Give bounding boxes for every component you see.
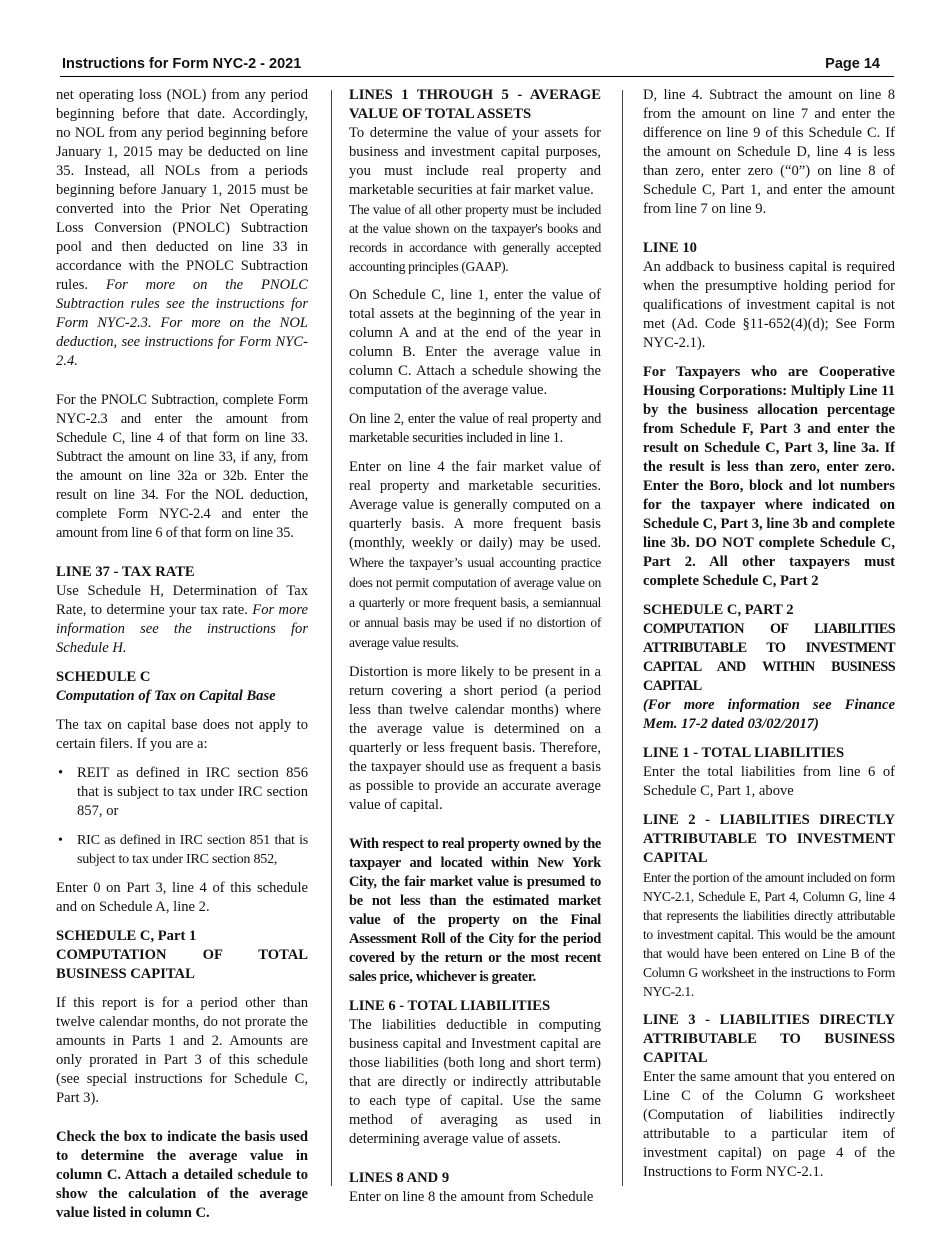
paragraph: On Schedule C, line 1, enter the value of total assets at the beginning of the year in column A and at the end of the year in column B. Enter the average value in column C. Attach a schedule showing the computation of the average value. — [349, 287, 601, 398]
instruction-note: With respect to real property owned by the taxpayer and located within New York City, the fair market value is presumed to be not less than the estimated market value of the property on the Final Assessment Roll of the City for the period covered by the return or the most recent sales price, whichever is greater. — [349, 836, 601, 985]
column-divider — [331, 90, 332, 1186]
section-heading: COMPUTATION OF LIABILITIES ATTRIBUTABLE TO INVESTMENT CAPITAL AND WITHIN BUSINESS CAPITAL — [643, 621, 895, 694]
column-divider — [622, 90, 623, 1186]
paragraph: Enter the same amount that you entered on Line C of the Column G worksheet (Computation of liabilities indirectly attributable to a particular item of investment capital) on page 4 of the Instructions to Form NYC-2.1. — [643, 1069, 895, 1180]
section-heading: LINE 37 - TAX RATE — [56, 564, 195, 580]
paragraph: Enter on line 8 the amount from Schedule — [349, 1189, 594, 1205]
section-heading: LINE 2 - LIABILITIES DIRECTLY ATTRIBUTABLE TO INVESTMENT CAPITAL — [643, 812, 895, 866]
column-left — [56, 86, 308, 1233]
paragraph: net operating loss (NOL) from any period beginning before that date. Accordingly, no NOL from any period beginning before January 1, 2015 may be deducted on line 35. Instead, all NOLs from a periods beginning before January 1, 2015 must be converted into the Prior Net Operating Loss Conversion (PNOLC) Subtraction pool and then deducted on line 33 in accordance with the PNOLC Subtraction rules. For more on the PNOLC Subtraction rules see the instructions for Form NYC-2.3. For more on the NOL deduction, see instructions for Form NYC-2.4. — [56, 87, 308, 369]
column-middle — [349, 86, 601, 1217]
section-heading: LINES 8 AND 9 — [349, 1170, 450, 1186]
page-number: Page 14 — [825, 56, 880, 72]
paragraph: For the PNOLC Subtraction, complete Form NYC-2.3 and enter the amount from Schedule C, line 4 of that form on line 33. Subtract the amount on line 33, if any, from the amount on line 32a or 32b. Enter the result on line 34. For the NOL deduction, complete Form NYC-2.4 and enter the amount from line 6 of that form on line 35. — [56, 392, 308, 541]
section-heading: LINE 6 - TOTAL LIABILITIES — [349, 998, 551, 1014]
column-right — [643, 86, 895, 1192]
paragraph: The tax on capital base does not apply to certain filers. If you are a: — [56, 717, 308, 752]
paragraph: Enter 0 on Part 3, line 4 of this schedule and on Schedule A, line 2. — [56, 880, 308, 915]
paragraph: Distortion is more likely to be present in a return covering a short period (a period less than twelve calendar months) where the average value is determined on a quarterly or less frequent basis. Therefore, the taxpayer should use as frequent a basis as possible to provide an accurate average value of capital. — [349, 664, 601, 813]
paragraph: Use Schedule H, Determination of Tax Rate, to determine your tax rate. For more information see the instructions for Schedule H. — [56, 583, 308, 656]
document-title: Instructions for Form NYC-2 - 2021 — [62, 56, 302, 72]
paragraph: Enter the total liabilities from line 6 of Schedule C, Part 1, above — [643, 764, 895, 799]
list-item: • RIC as defined in IRC section 851 that is subject to tax under IRC section 852, — [56, 831, 308, 869]
section-subheading: Computation of Tax on Capital Base — [56, 688, 276, 704]
list-item: • REIT as defined in IRC section 856 that is subject to tax under IRC section 857, or — [56, 764, 308, 821]
section-heading: COMPUTATION OF TOTAL BUSINESS CAPITAL — [56, 947, 308, 982]
section-heading: SCHEDULE C, PART 2 — [643, 602, 794, 618]
paragraph: The liabilities deductible in computing business capital and Investment capital are those liabilities (both long and short term) that are directly or indirectly attributable to each type of capital. Use the same method of averaging as used in determining average value of assets. — [349, 1017, 601, 1147]
paragraph: An addback to business capital is required when the presumptive holding period for qualifications of investment capital is not met (Ad. Code §11-652(4)(d); See Form NYC-2.1). — [643, 259, 895, 351]
paragraph: To determine the value of your assets for business and investment capital purposes, you must include real property and marketable securities at fair market value. — [349, 125, 601, 198]
section-heading: LINE 1 - TOTAL LIABILITIES — [643, 745, 845, 761]
section-heading: SCHEDULE C — [56, 669, 151, 685]
paragraph: Enter on line 4 the fair market value of real property and marketable securities. Average value is generally computed on a quarterly basis. A more frequent basis (monthly, weekly or daily) may be used. Where the taxpayer’s usual accounting practice does not permit computation of average value on a quarterly or more frequent basis, a semiannual or annual basis may be used if no distortion of average value results. — [349, 459, 601, 650]
paragraph: Enter the portion of the amount included on form NYC-2.1, Schedule E, Part 4, Column G, line 4 that represents the liabilities directly attributable to investment capital. This would be the amount that would have been entered on Line B of the Column G worksheet in the instructions to Form NYC-2.1. — [643, 870, 895, 999]
section-heading: LINE 3 - LIABILITIES DIRECTLY ATTRIBUTABLE TO BUSINESS CAPITAL — [643, 1012, 895, 1066]
section-heading: LINES 1 THROUGH 5 - AVERAGE VALUE OF TOTAL ASSETS — [349, 87, 601, 122]
section-note: (For more information see Finance Mem. 17-2 dated 03/02/2017) — [643, 697, 895, 732]
paragraph: The value of all other property must be included at the value shown on the taxpayer's books and records in accordance with generally accepted accounting principles (GAAP). — [349, 202, 601, 274]
section-heading: SCHEDULE C, Part 1 — [56, 928, 197, 944]
paragraph: D, line 4. Subtract the amount on line 8 from the amount on line 7 and enter the difference on line 9 of this Schedule C. If the amount on Schedule D, line 4 is less than zero, enter zero (“0”) on line 8 of Schedule C, Part 1, and enter the amount from line 7 on line 9. — [643, 87, 895, 217]
paragraph: On line 2, enter the value of real property and marketable securities included in line 1. — [349, 411, 601, 446]
instruction-note: Check the box to indicate the basis used to determine the average value in column C. Attach a detailed schedule to show the calculation of the average value listed in column C. — [56, 1129, 308, 1221]
section-heading: LINE 10 — [643, 240, 697, 256]
paragraph: If this report is for a period other than twelve calendar months, do not prorate the amounts in Parts 1 and 2. Amounts are only prorated in Part 3 of this schedule (see special instructions for Schedule C, Part 3). — [56, 995, 308, 1106]
filer-list — [56, 764, 308, 869]
instruction-note: For Taxpayers who are Cooperative Housing Corporations: Multiply Line 11 by the business allocation percentage from Schedule F, Part 3 and enter the result on Schedule C, Part 3, line 3a. If the result is less than zero, enter zero. Enter the Boro, block and lot numbers for the taxpayer where indicated on Schedule C, Part 3, line 3b and complete line 3b. DO NOT complete Schedule C, Part 2. All other taxpayers must complete Schedule C, Part 2 — [643, 364, 895, 589]
page-header — [60, 56, 894, 77]
